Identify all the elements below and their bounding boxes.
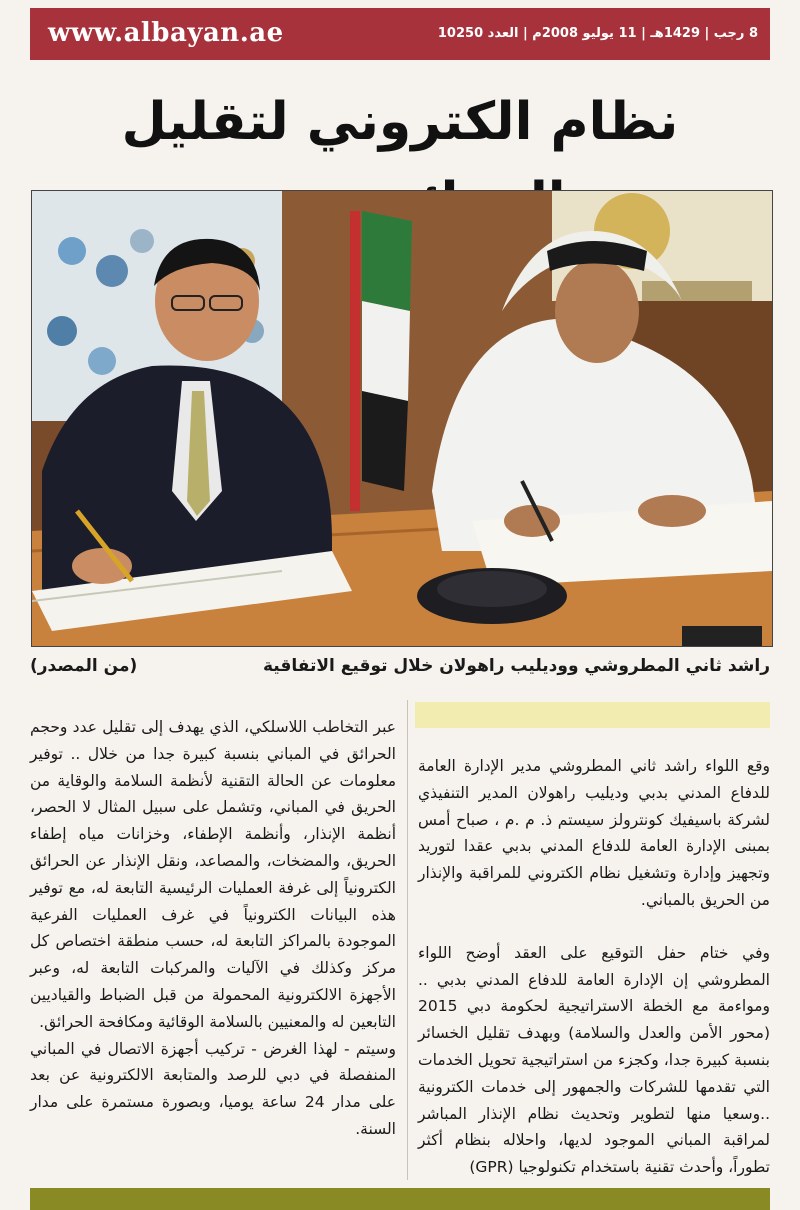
dateline: 8 رجب | 1429هـ | 11 يوليو 2008م | العدد 10250 [437,26,758,41]
paragraph: وسيتم - لهذا الغرض - تركيب أجهزة الاتصال في المباني المنفصلة في دبي للرصد والمتابعة الالكترونية عن بعد على مدار 24 ساعة يوميا، وبصورة مستمرة على مدار السنة. [30,1039,396,1138]
photo-icon [32,191,772,646]
caption-source: (من المصدر) [30,656,138,676]
photo-caption [30,652,770,680]
article-photo [31,190,773,647]
site-url[interactable]: www.albayan.ae [48,18,284,48]
article-column-left [30,714,396,1143]
article-column-right [418,753,770,1181]
highlight-band [415,702,770,728]
column-divider [407,700,408,1180]
paragraph: وفي ختام حفل التوقيع على العقد أوضح اللواء المطروشي إن الإدارة العامة للدفاع المدني بدبي .. ومواءمة مع الخطة الاستراتيجية لحكومة دبي 2015 (محور الأمن والعدل والسلامة) وبهدف تقليل الخسائر بنسبة كبيرة جدا، وكجزء من استراتيجية تحويل الخدمات التي تقدمها للشركات والجمهور إلى خدمات الكترونية ..وسعيا منها لتطوير وتحديث نظام الإنذار المباشر لمراقبة المباني الموجود لديها، واحلاله بنظام أكثر تطوراً، وأحدث تقنية باستخدام تكنولوجيا (GPR) [418,943,770,1177]
masthead [30,8,770,60]
headline: نظام الكتروني لتقليل [121,92,679,152]
paragraph: وقع اللواء راشد ثاني المطروشي مدير الإدارة العامة للدفاع المدني بدبي وديليب راهولان المدير التنفيذي لشركة باسيفيك كونترولز سيستم ذ. م .م ، صباح أمس بمبنى الإدارة العامة للدفاع المدني بدبي عقدا لتوريد وتجهيز وإدارة وتشغيل نظام الكتروني للمراقبة والإنذار من الحريق بالمباني. [418,757,770,909]
bottom-band [30,1188,770,1210]
caption-text: راشد ثاني المطروشي ووديليب راهولان خلال توقيع الاتفاقية [262,656,770,676]
paragraph: عبر التخاطب اللاسلكي، الذي يهدف إلى تقليل عدد وحجم الحرائق في المباني بنسبة كبيرة جدا من خلال .. توفير معلومات عن الحالة التقنية لأنظمة السلامة والوقاية من الحريق في المباني، وتشمل على سبيل المثال لا الحصر، أنظمة الإنذار، وأنظمة الإطفاء، وخزانات مياه إطفاء الحريق، والمضخات، والمصاعد، ونقل الإنذار عن الحرائق الكترونياً إلى غرفة العمليات الرئيسية التابعة له، مع توفير هذه البيانات الكترونياً في غرف العمليات الفرعية الموجودة بالمراكز التابعة له، حسب منطقة اختصاص كل مركز وكذلك في الآليات والمركبات التابعة له، وعبر الأجهزة الالكترونية المحمولة من قبل الضباط والقياديين التابعين له والمعنيين بالسلامة الوقائية ومكافحة الحرائق. [30,718,396,1031]
